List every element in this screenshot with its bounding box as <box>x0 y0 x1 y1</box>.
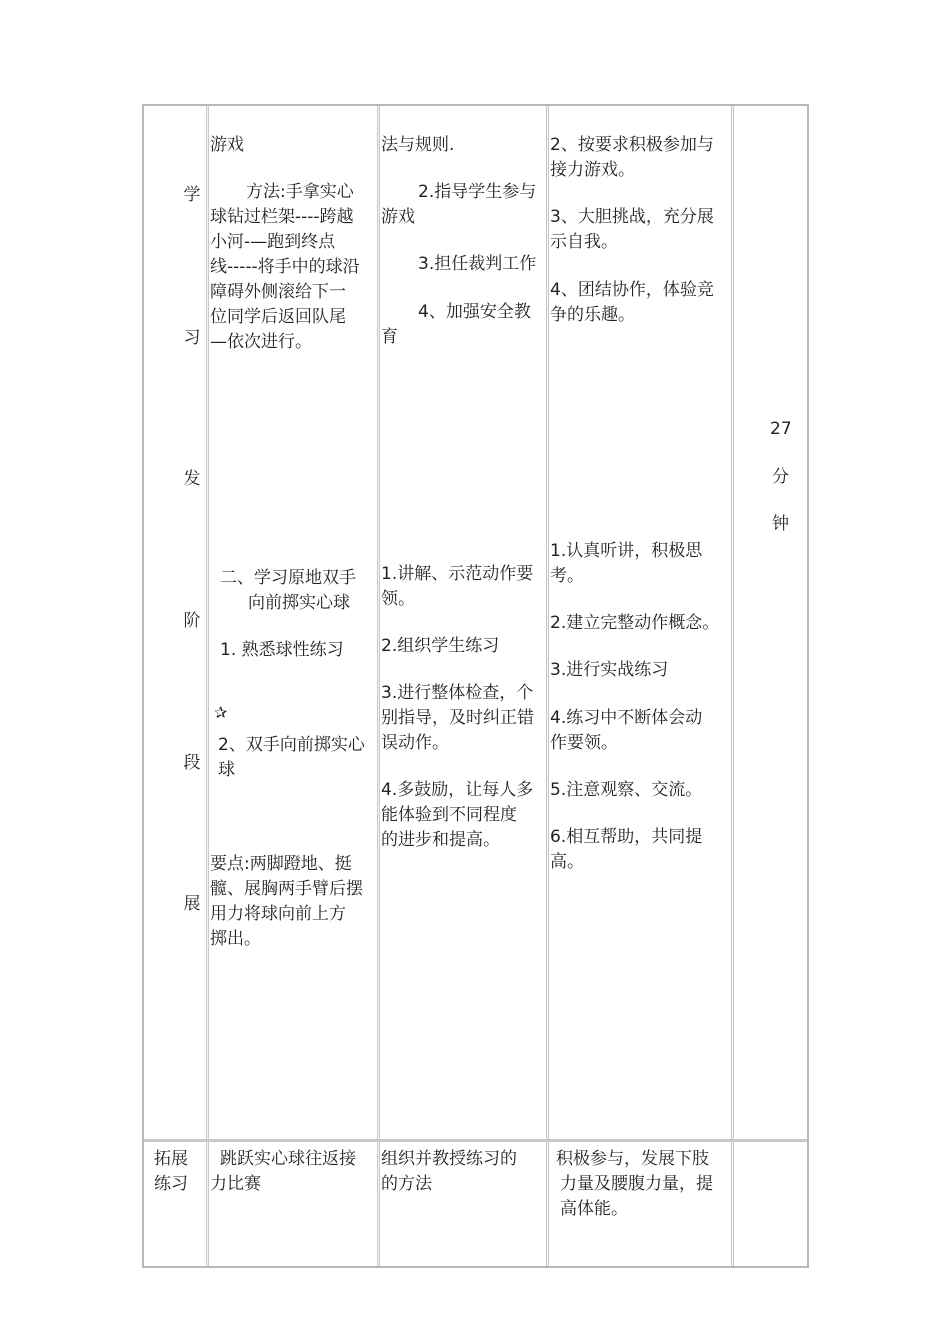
student-line: 6.相互帮助，共同提 <box>550 827 703 847</box>
extend-student: 力量及腰腹力量，提 <box>560 1174 713 1194</box>
student-line: 2.建立完整动作概念。 <box>550 613 720 633</box>
section2-title: 二、学习原地双手 <box>220 568 356 588</box>
extend-student: 积极参与，发展下肢 <box>556 1149 709 1169</box>
student-line: 争的乐趣。 <box>550 305 635 325</box>
student-line: 4、团结协作，体验竞 <box>550 280 714 300</box>
teacher-line: 3.进行整体检查，个 <box>381 683 534 703</box>
stage-char: 阶 <box>183 611 201 631</box>
key-points-line: 掷出。 <box>210 929 261 949</box>
key-points-line: 用力将球向前上方 <box>210 904 346 924</box>
teacher-line: 育 <box>381 327 398 347</box>
practice-item-2: 2、双手向前掷实心 <box>218 735 365 755</box>
teacher-line: 游戏 <box>381 207 415 227</box>
teacher-line: 别指导，及时纠正错 <box>381 708 534 728</box>
method-line: —依次进行。 <box>210 332 312 352</box>
time-unit: 分 <box>772 467 789 487</box>
method-line: 位同学后返回队尾 <box>210 307 346 327</box>
student-line: 示自我。 <box>550 232 618 252</box>
stage-char: 展 <box>183 894 201 914</box>
student-line: 高。 <box>550 852 584 872</box>
stage-char: 学 <box>183 185 201 205</box>
teacher-line: 领。 <box>381 589 415 609</box>
extend-content: 跳跃实心球往返接 <box>220 1149 356 1169</box>
practice-item-2: 球 <box>218 760 235 780</box>
teacher-line: 4、加强安全教 <box>418 302 531 322</box>
stage-char: 段 <box>183 753 201 773</box>
column-divider <box>377 106 380 1266</box>
game-title: 游戏 <box>210 135 244 155</box>
method-line: 小河-—跑到终点 <box>210 232 336 252</box>
star-outline-icon: ✰ <box>214 703 228 722</box>
stage-char: 发 <box>183 469 201 489</box>
student-line: 2、按要求积极参加与 <box>550 135 714 155</box>
teacher-line: 1.讲解、示范动作要 <box>381 564 534 584</box>
student-line: 接力游戏。 <box>550 160 635 180</box>
extend-label: 练习 <box>154 1174 188 1194</box>
student-line: 3、大胆挑战，充分展 <box>550 207 714 227</box>
time-unit: 钟 <box>772 514 789 534</box>
time-minutes: 27 <box>770 419 792 439</box>
row-divider <box>144 1139 807 1142</box>
teacher-line: 3.担任裁判工作 <box>418 254 537 274</box>
student-line: 5.注意观察、交流。 <box>550 780 703 800</box>
teacher-line: 2.指导学生参与 <box>418 182 537 202</box>
student-line: 考。 <box>550 566 584 586</box>
column-divider <box>206 106 209 1266</box>
extend-teacher: 组织并教授练习的 <box>381 1149 517 1169</box>
student-line: 3.进行实战练习 <box>550 660 669 680</box>
student-line: 作要领。 <box>550 733 618 753</box>
method-line: 球钻过栏架----跨越 <box>210 207 354 227</box>
extend-teacher: 的方法 <box>381 1174 432 1194</box>
practice-item-1: 1. 熟悉球性练习 <box>220 640 344 660</box>
section2-title: 向前掷实心球 <box>248 593 350 613</box>
teacher-line: 能体验到不同程度 <box>381 805 517 825</box>
extend-label: 拓展 <box>154 1149 188 1169</box>
column-divider <box>546 106 549 1266</box>
extend-content: 力比赛 <box>210 1174 261 1194</box>
stage-char: 习 <box>183 328 201 348</box>
method-line: 方法:手拿实心 <box>246 182 354 202</box>
column-divider <box>731 106 734 1266</box>
method-line: 线-----将手中的球沿 <box>210 257 360 277</box>
key-points-line: 要点:两脚蹬地、挺 <box>210 854 352 874</box>
extend-student: 高体能。 <box>560 1199 628 1219</box>
student-line: 1.认真听讲，积极思 <box>550 541 703 561</box>
teacher-line: 法与规则. <box>381 135 455 155</box>
teacher-line: 4.多鼓励，让每人多 <box>381 780 534 800</box>
teacher-line: 的进步和提高。 <box>381 830 500 850</box>
method-line: 障碍外侧滚给下一 <box>210 282 346 302</box>
teacher-line: 2.组织学生练习 <box>381 636 500 656</box>
teacher-line: 误动作。 <box>381 733 449 753</box>
student-line: 4.练习中不断体会动 <box>550 708 703 728</box>
key-points-line: 髋、展胸两手臂后摆 <box>210 879 363 899</box>
